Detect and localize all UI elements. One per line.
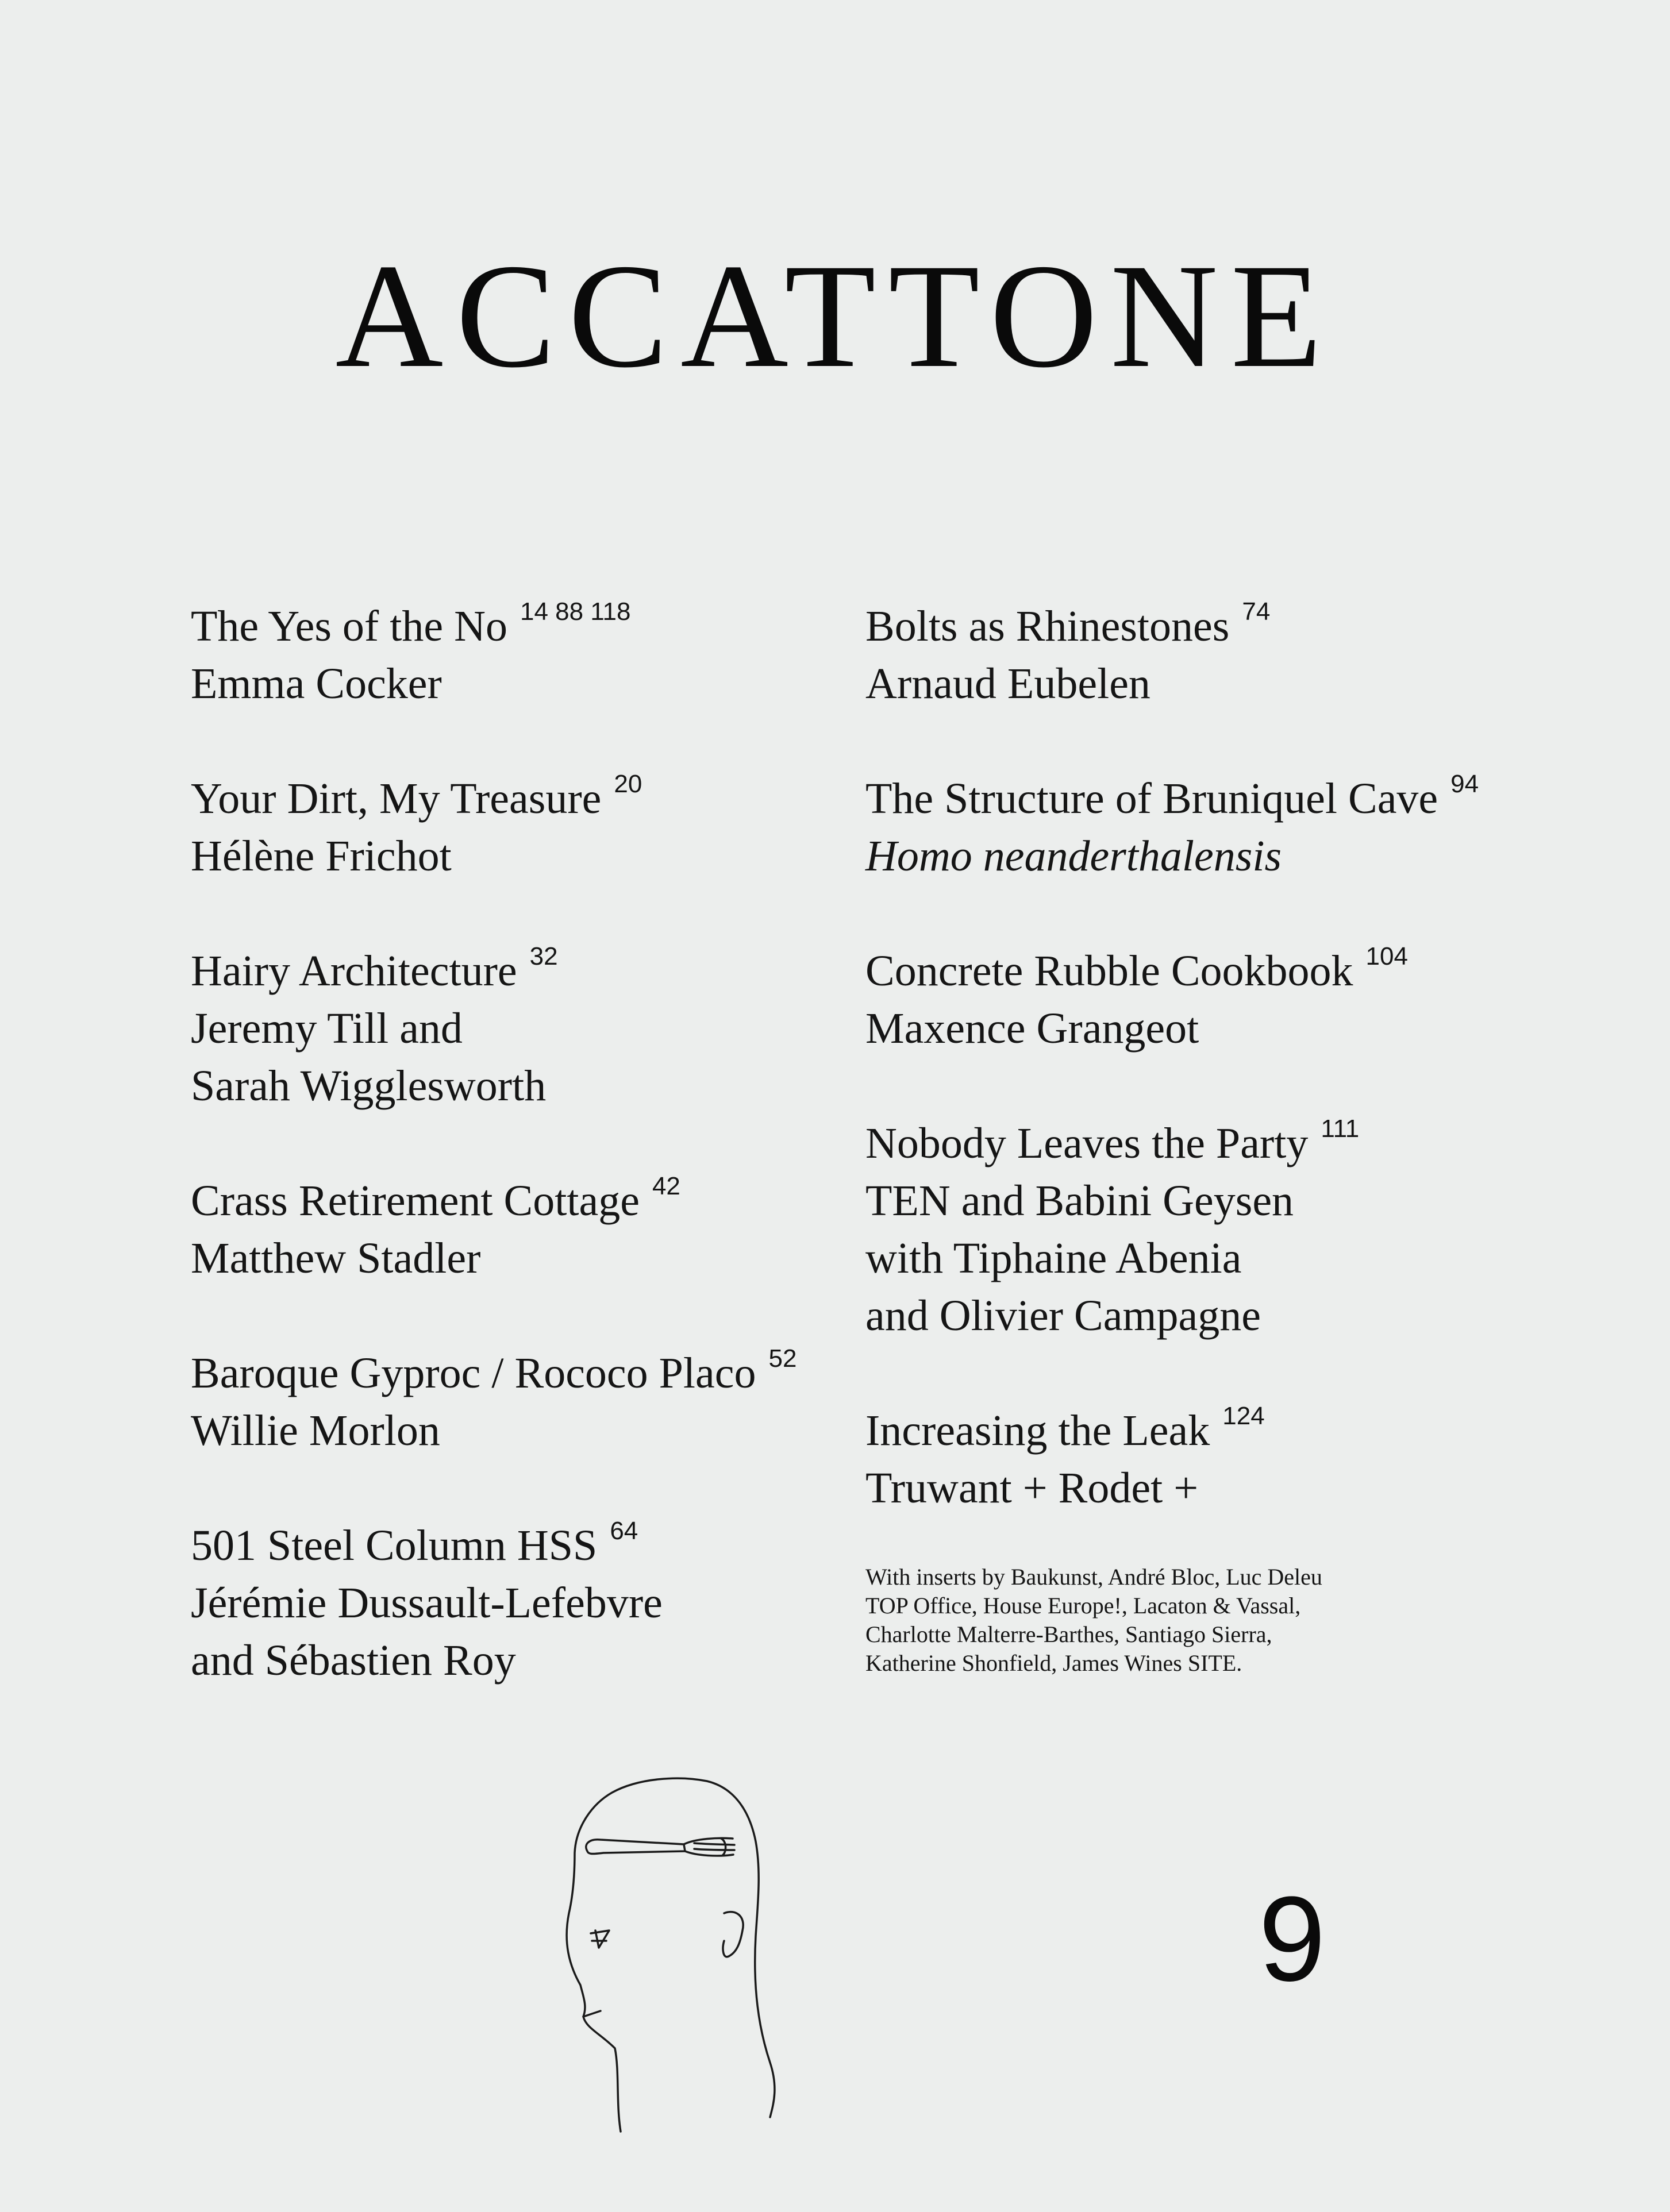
entry-author: Jérémie Dussault-Lefebvre	[191, 1579, 663, 1627]
entry-title: The Yes of the No	[191, 602, 507, 650]
head-outline	[567, 1778, 775, 2132]
entry-title-line	[865, 1115, 1544, 1172]
entry-title-line	[865, 598, 1544, 655]
entry-title: Hairy Architecture	[191, 947, 517, 995]
inserts-line: TOP Office, House Europe!, Lacaton & Vassal,	[865, 1593, 1301, 1618]
toc-entry	[191, 942, 823, 1115]
toc-right-column	[865, 598, 1544, 1678]
entry-author: Emma Cocker	[191, 660, 442, 708]
entry-page-numbers: 32	[529, 942, 558, 970]
fork-handle	[586, 1840, 685, 1854]
entry-page-numbers: 104	[1365, 942, 1408, 970]
entry-title-line	[191, 598, 823, 655]
toc-entry	[865, 1402, 1544, 1517]
inserts-line: Katherine Shonfield, James Wines SITE.	[865, 1650, 1242, 1676]
entry-title: The Structure of Bruniquel Cave	[865, 774, 1438, 823]
entry-author: Maxence Grangeot	[865, 1004, 1199, 1053]
entry-title: Baroque Gyproc / Rococo Placo	[191, 1349, 756, 1397]
issue-number: 9	[1259, 1871, 1326, 2006]
entry-author: and Sébastien Roy	[191, 1636, 516, 1685]
entry-page-numbers: 52	[768, 1344, 797, 1373]
entry-title: Your Dirt, My Treasure	[191, 774, 602, 823]
entry-page-numbers: 64	[610, 1517, 638, 1545]
entry-title: Nobody Leaves the Party	[865, 1119, 1309, 1167]
entry-title-line	[191, 1517, 823, 1574]
entry-title: Increasing the Leak	[865, 1406, 1210, 1455]
magazine-title: ACCATTONE	[335, 233, 1335, 399]
entry-page-numbers: 74	[1242, 598, 1271, 626]
toc-entry	[865, 770, 1544, 885]
toc-entry	[191, 598, 823, 712]
entry-author: Hélène Frichot	[191, 832, 452, 880]
entry-page-numbers: 42	[652, 1172, 680, 1200]
entry-page-numbers: 124	[1222, 1402, 1265, 1430]
toc-entry	[191, 770, 823, 885]
entry-page-numbers: 20	[614, 770, 642, 798]
entry-author: TEN and Babini Geysen	[865, 1177, 1294, 1225]
ear-outline	[723, 1912, 743, 1957]
toc-entry	[865, 942, 1544, 1057]
entry-title-line	[191, 1172, 823, 1230]
entry-author: Sarah Wigglesworth	[191, 1062, 547, 1110]
toc-entry	[865, 1115, 1544, 1344]
entry-title-line	[865, 1402, 1544, 1459]
inserts-line: With inserts by Baukunst, André Bloc, Luc Deleu	[865, 1564, 1322, 1590]
entry-author: with Tiphaine Abenia	[865, 1234, 1242, 1282]
entry-page-numbers: 94	[1450, 770, 1479, 798]
entry-title-line	[191, 1344, 823, 1402]
entry-author: Jeremy Till and	[191, 1004, 463, 1053]
entry-author: Truwant + Rodet +	[865, 1464, 1199, 1512]
entry-author: Matthew Stadler	[191, 1234, 481, 1282]
toc-left-column	[191, 598, 823, 1747]
head-with-fork-line-drawing-icon	[552, 1758, 793, 2160]
entry-author: Willie Morlon	[191, 1406, 440, 1455]
entry-page-numbers: 111	[1321, 1115, 1360, 1143]
toc-entry	[865, 598, 1544, 712]
inserts-line: Charlotte Malterre-Barthes, Santiago Sierra,	[865, 1621, 1272, 1647]
fork-head	[684, 1838, 734, 1856]
inserts-credits	[865, 1563, 1544, 1678]
entry-author: and Olivier Campagne	[865, 1292, 1261, 1340]
eye-mark	[591, 1930, 609, 1948]
toc-entry	[191, 1517, 823, 1689]
entry-author: Homo neanderthalensis	[865, 832, 1282, 880]
entry-title-line	[191, 770, 823, 827]
entry-title-line	[191, 942, 823, 1000]
entry-title-line	[865, 942, 1544, 1000]
entry-title-line	[865, 770, 1544, 827]
entry-title: Bolts as Rhinestones	[865, 602, 1230, 650]
mouth-mark	[583, 2011, 601, 2017]
entry-title: Crass Retirement Cottage	[191, 1177, 640, 1225]
entry-page-numbers: 14 88 118	[520, 598, 631, 626]
entry-title: Concrete Rubble Cookbook	[865, 947, 1353, 995]
toc-entry	[191, 1172, 823, 1287]
entry-author: Arnaud Eubelen	[865, 660, 1150, 708]
toc-entry	[191, 1344, 823, 1459]
entry-title: 501 Steel Column HSS	[191, 1521, 598, 1570]
